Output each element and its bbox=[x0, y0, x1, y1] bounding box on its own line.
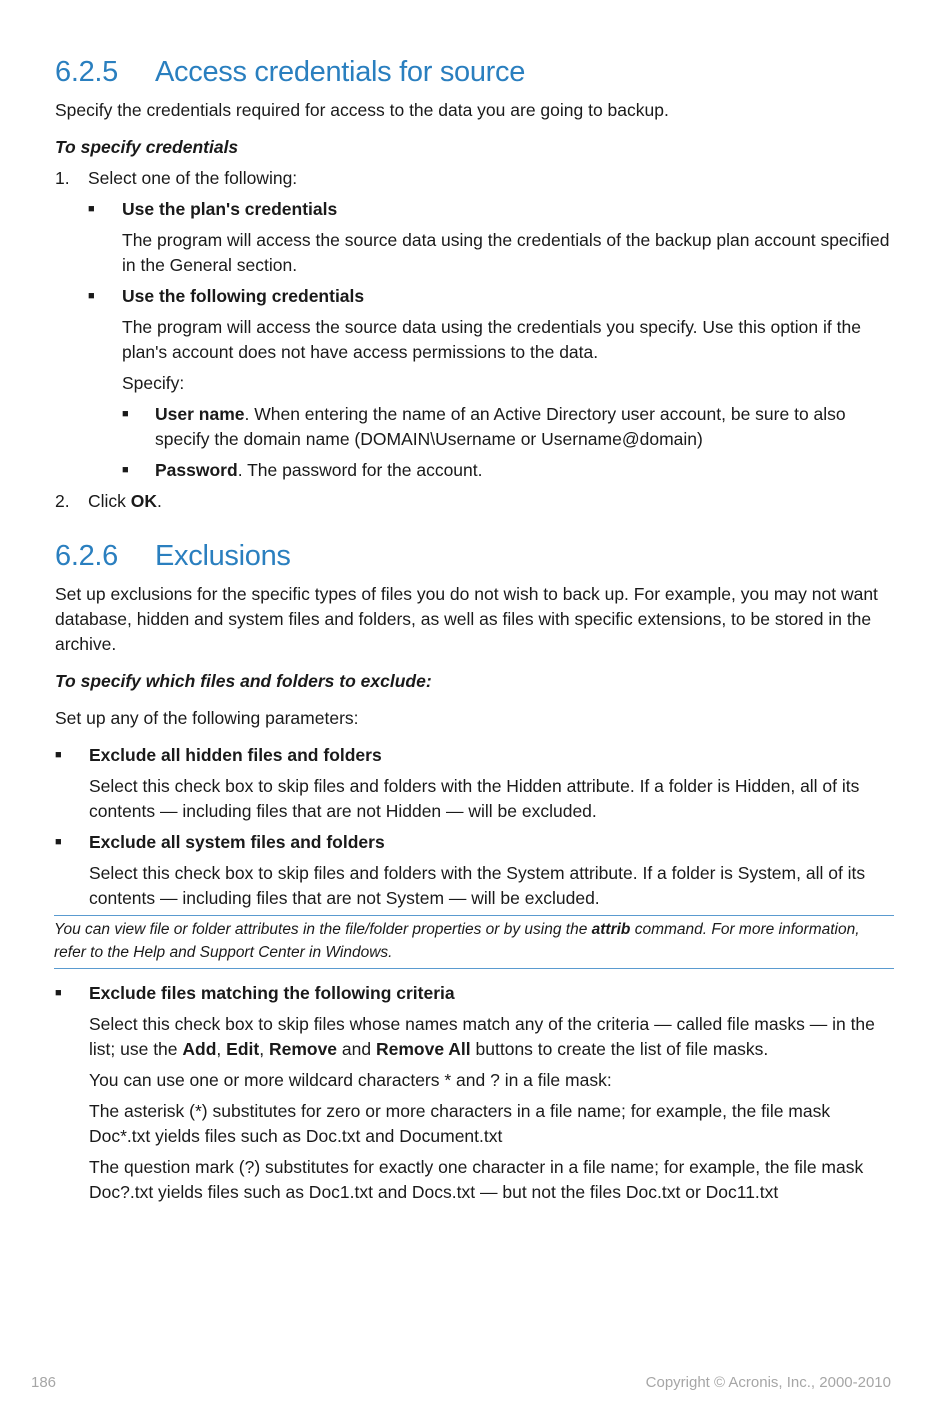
system-description: Select this check box to skip files and folders with the System attribute. If a folder is System, all of its contents — including files that are not System — will be excluded. bbox=[89, 863, 866, 908]
step-prefix: Click bbox=[88, 491, 131, 511]
step-text: Select one of the following: bbox=[88, 168, 298, 188]
asterisk-text: The asterisk (*) substitutes for zero or more characters in a file name; for example, the file mask Doc*.txt yields files such as Doc.txt and Document.txt bbox=[89, 1101, 831, 1146]
square-bullet-icon: ■ bbox=[55, 749, 62, 761]
section-intro: Specify the credentials required for access to the data you are going to backup. bbox=[55, 100, 669, 120]
hidden-title: Exclude all hidden files and folders bbox=[89, 745, 382, 765]
options-list bbox=[88, 197, 895, 483]
criteria-desc-part: Select this check box to skip files whose names match any of the criteria — called file masks — in the list; use the bbox=[89, 1014, 875, 1059]
note-box bbox=[54, 915, 894, 969]
square-bullet-icon: ■ bbox=[122, 464, 129, 476]
password-text bbox=[155, 458, 483, 483]
option-description: The program will access the source data using the credentials of the backup plan account specified in the General section. bbox=[122, 230, 890, 275]
wildcard-text: You can use one or more wildcard characters * and ? in a file mask: bbox=[89, 1070, 612, 1090]
specify-label: Specify: bbox=[122, 373, 185, 393]
separator: , bbox=[216, 1039, 227, 1059]
user-name-label: User name bbox=[155, 404, 245, 424]
note-command: attrib bbox=[591, 921, 631, 938]
square-bullet-icon: ■ bbox=[88, 203, 95, 215]
step-suffix: . bbox=[157, 491, 162, 511]
criteria-title: Exclude files matching the following criteria bbox=[89, 983, 455, 1003]
page-footer bbox=[31, 1374, 891, 1391]
option-following-credentials bbox=[88, 284, 895, 309]
hidden-description: Select this check box to skip files and folders with the Hidden attribute. If a folder is Hidden, all of its contents — including files that are not Hidden — will be excluded. bbox=[89, 776, 860, 821]
square-bullet-icon: ■ bbox=[88, 290, 95, 302]
remove-all-label: Remove All bbox=[375, 1039, 471, 1059]
setup-text: Set up any of the following parameters: bbox=[55, 708, 359, 728]
credential-fields-list bbox=[122, 402, 895, 483]
section-number: 6.2.5 bbox=[55, 56, 118, 88]
step-1 bbox=[55, 166, 895, 191]
square-bullet-icon: ■ bbox=[55, 836, 62, 848]
note-suffix: command. For more information, refer to the Help and Support Center in Windows. bbox=[54, 921, 860, 961]
page-content bbox=[55, 52, 895, 1205]
hidden-files-item bbox=[55, 743, 895, 768]
edit-label: Edit bbox=[226, 1039, 260, 1059]
user-name-desc: . When entering the name of an Active Directory user account, be sure to also specify the domain name (DOMAIN\Username or Username@domain) bbox=[155, 404, 846, 449]
procedure-title: To specify which files and folders to exclude: bbox=[55, 671, 432, 691]
section-number: 6.2.6 bbox=[55, 540, 118, 572]
option-title: Use the following credentials bbox=[122, 286, 365, 306]
page-number: 186 bbox=[31, 1374, 57, 1391]
option-title: Use the plan's credentials bbox=[122, 199, 338, 219]
system-title: Exclude all system files and folders bbox=[89, 832, 385, 852]
add-label: Add bbox=[182, 1039, 217, 1059]
user-name-item bbox=[122, 402, 895, 452]
note-prefix: You can view file or folder attributes in the file/folder properties or by using the bbox=[54, 921, 592, 938]
system-files-item bbox=[55, 830, 895, 855]
separator: and bbox=[337, 1039, 376, 1059]
remove-label: Remove bbox=[268, 1039, 338, 1059]
copyright: Copyright © Acronis, Inc., 2000-2010 bbox=[645, 1374, 891, 1391]
square-bullet-icon: ■ bbox=[55, 987, 62, 999]
section-title: Exclusions bbox=[155, 540, 291, 572]
square-bullet-icon: ■ bbox=[122, 408, 129, 420]
option-description: The program will access the source data using the credentials you specify. Use this option if the plan's account does not have access permissions to the data. bbox=[122, 317, 861, 362]
separator: , bbox=[259, 1039, 269, 1059]
section-title: Access credentials for source bbox=[155, 56, 526, 88]
criteria-desc-part: buttons to create the list of file masks. bbox=[470, 1039, 769, 1059]
password-label: Password bbox=[155, 460, 238, 480]
question-text: The question mark (?) substitutes for exactly one character in a file name; for example, the file mask Doc?.txt yields files such as Doc1.txt and Docs.txt — but not the files Doc.txt or Doc11.txt bbox=[89, 1157, 864, 1202]
step-number: 1. bbox=[55, 168, 70, 188]
user-name-text bbox=[155, 402, 895, 452]
criteria-description bbox=[89, 1012, 895, 1062]
procedure-title: To specify credentials bbox=[55, 137, 239, 157]
password-item bbox=[122, 458, 895, 483]
section-intro: Set up exclusions for the specific types of files you do not wish to back up. For example, you may not want database, hidden and system files and folders, as well as files with specific extensions, to be stored in the archive. bbox=[55, 584, 878, 654]
password-desc: . The password for the account. bbox=[237, 460, 483, 480]
section-heading-access-credentials bbox=[55, 52, 895, 92]
ok-label: OK bbox=[130, 491, 158, 511]
criteria-item bbox=[55, 981, 895, 1006]
section-heading-exclusions bbox=[55, 536, 895, 576]
step-text bbox=[88, 489, 162, 514]
step-2 bbox=[55, 489, 895, 514]
option-plan-credentials bbox=[88, 197, 895, 222]
step-number: 2. bbox=[55, 491, 70, 511]
